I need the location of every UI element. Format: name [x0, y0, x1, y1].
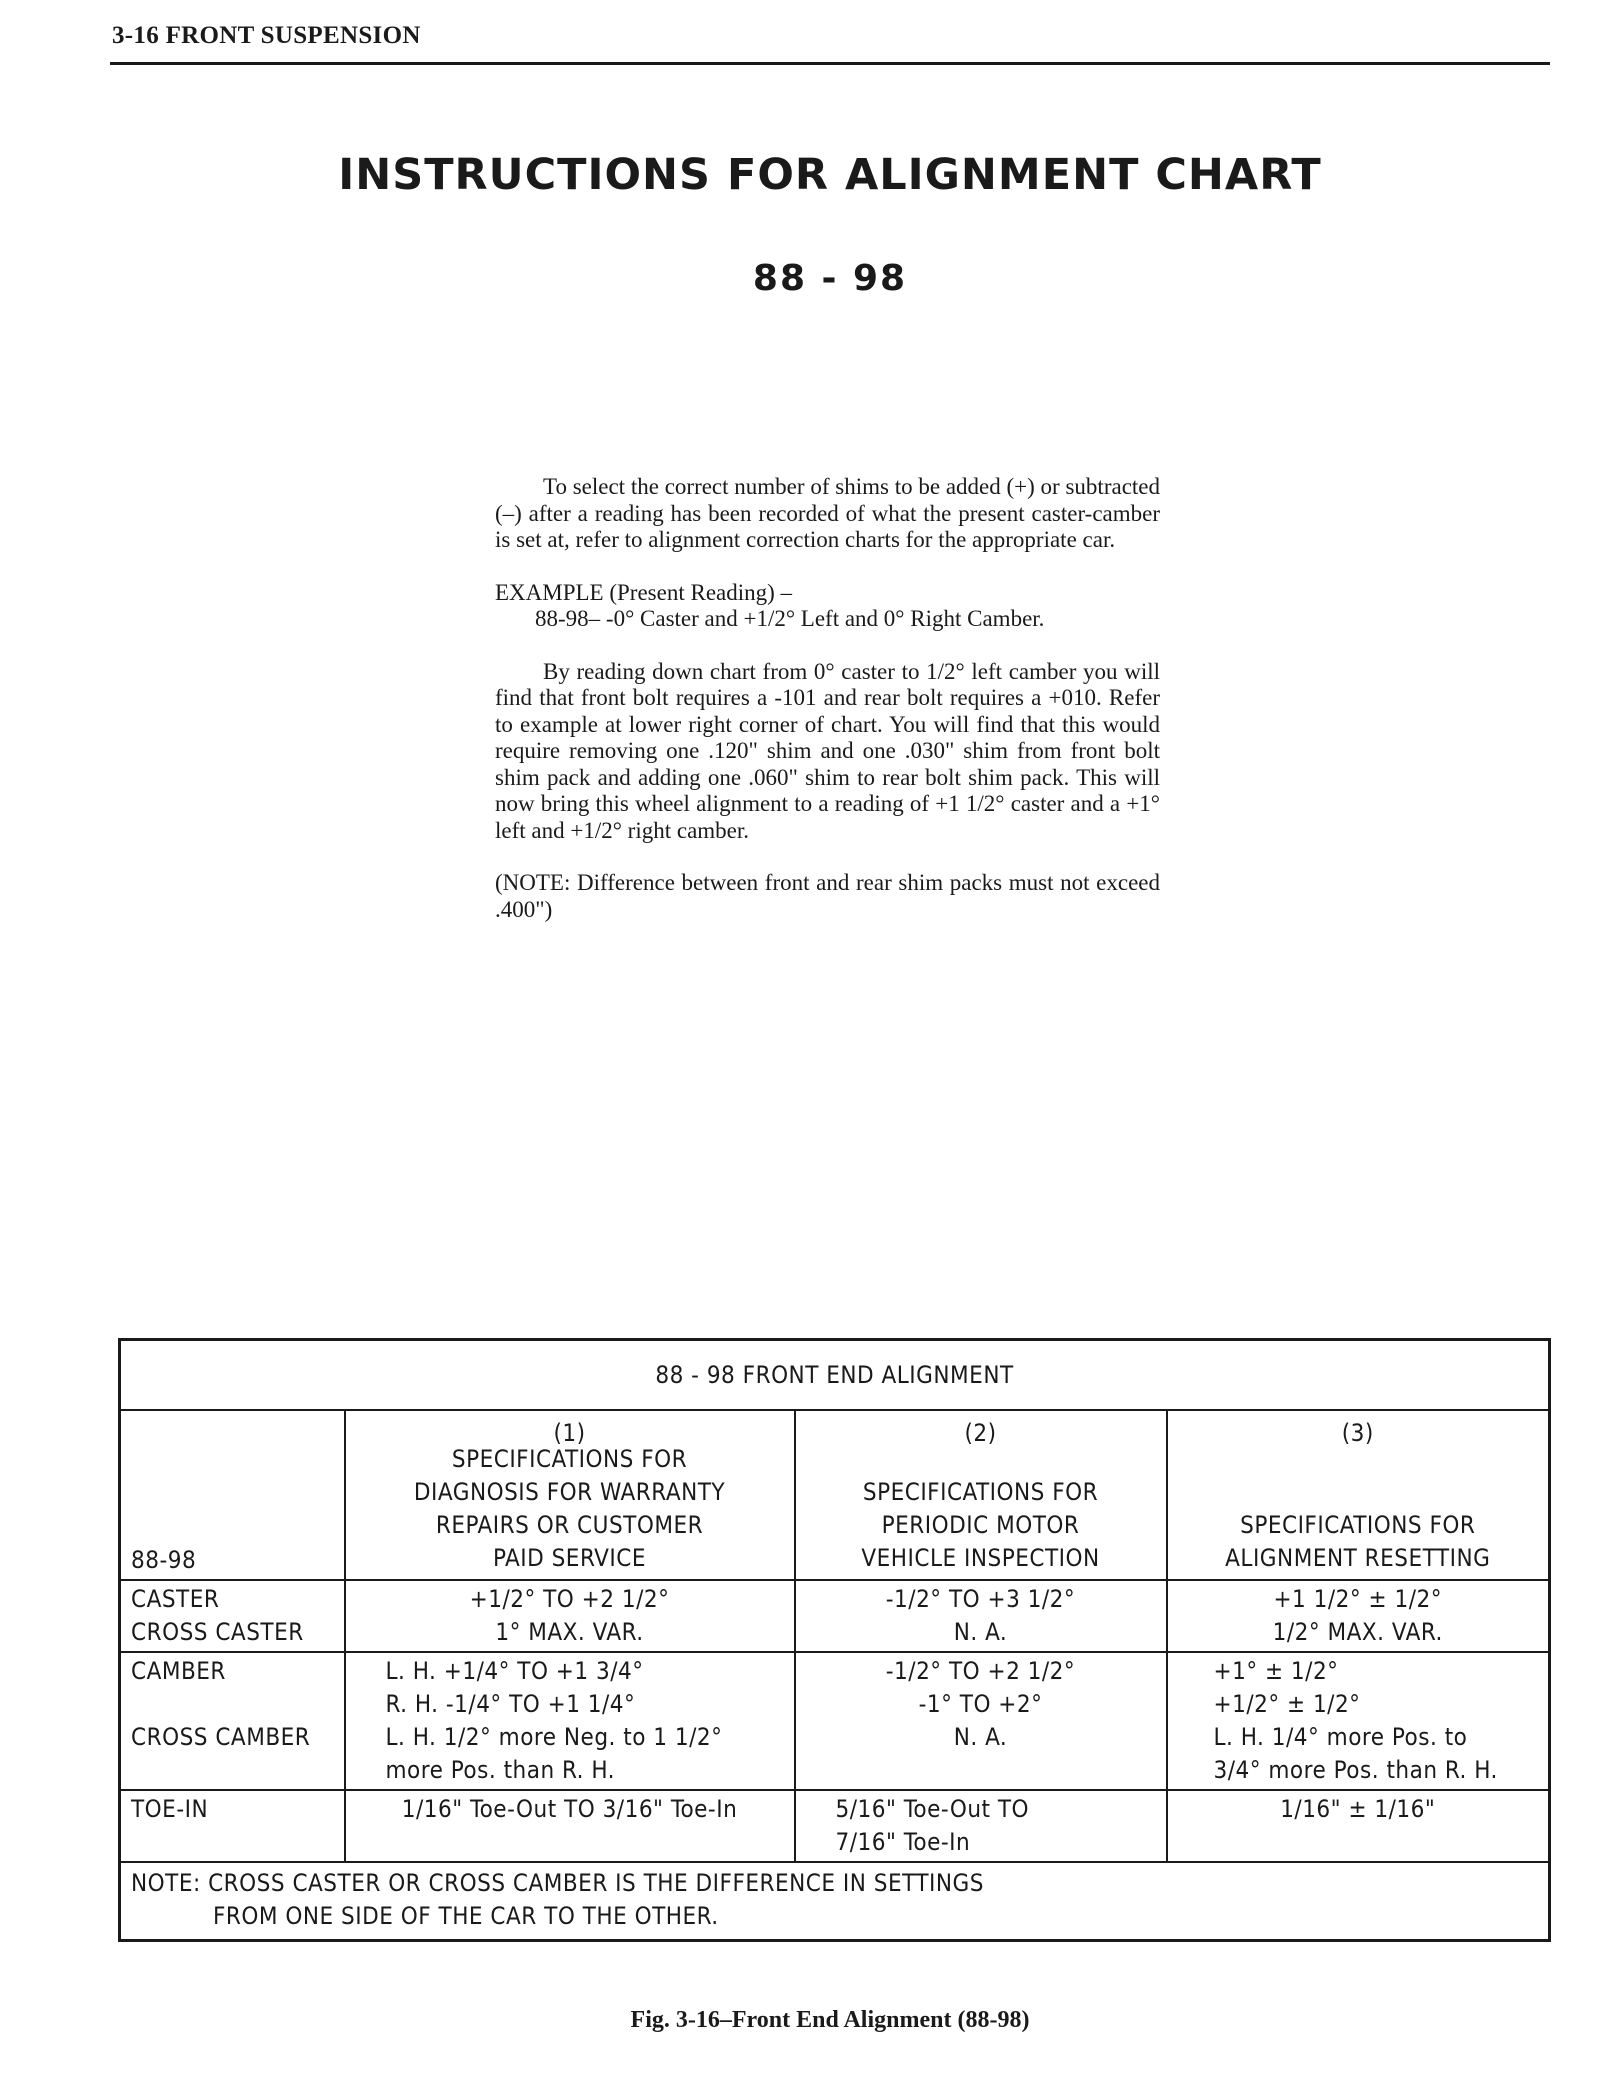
intro-paragraph: To select the correct number of shims to be added (+) or subtracted (–) after a reading has been recorded of what the present caster-camber is set at, refer to alignment correction charts for the appropriate car.: [495, 474, 1160, 552]
cell-line: 1/2° MAX. VAR.: [1272, 1618, 1443, 1646]
table-cell: [1167, 1790, 1550, 1862]
column-header-1: [345, 1410, 795, 1580]
cell-line: 1/16" Toe-Out TO 3/16" Toe-In: [401, 1795, 738, 1823]
table-row-toe: [120, 1790, 1550, 1862]
alignment-table: [118, 1338, 1551, 1942]
column-number: (1): [553, 1419, 586, 1447]
cell-line: more Pos. than R. H.: [385, 1756, 616, 1784]
column-header-3: [1167, 1410, 1550, 1580]
table-cell: [1167, 1652, 1550, 1790]
row-label-line: CROSS CASTER: [131, 1618, 304, 1646]
cell-line: +1/2° TO +2 1/2°: [469, 1585, 670, 1613]
column-title: [796, 1476, 1166, 1575]
column-title: [1168, 1509, 1549, 1575]
table-note: [120, 1862, 1550, 1941]
table-row-caster: [120, 1580, 1550, 1652]
example-text: 88-98– -0° Caster and +1/2° Left and 0° Right Camber.: [535, 606, 1045, 631]
header-rule: [110, 62, 1550, 65]
figure-caption: Fig. 3-16–Front End Alignment (88-98): [630, 2007, 1030, 2033]
table-cell: [795, 1790, 1167, 1862]
table-cell: [795, 1580, 1167, 1652]
table-caption: 88 - 98 FRONT END ALIGNMENT: [120, 1340, 1550, 1411]
row-label: [120, 1652, 345, 1790]
cell-line: -1° TO +2°: [918, 1690, 1043, 1718]
column-title-line: REPAIRS OR CUSTOMER: [435, 1511, 704, 1539]
page-header: 3-16 FRONT SUSPENSION: [112, 22, 421, 49]
table-cell: [795, 1652, 1167, 1790]
table-cell: [345, 1652, 795, 1790]
row-label-line: CAMBER: [131, 1657, 226, 1685]
page-title: INSTRUCTIONS FOR ALIGNMENT CHART: [338, 150, 1322, 200]
page-subtitle: 88 - 98: [752, 258, 908, 299]
instructions-text: [495, 474, 1160, 949]
table-cell: [345, 1580, 795, 1652]
table-cell: [345, 1790, 795, 1862]
example-label: EXAMPLE (Present Reading) –: [495, 579, 793, 605]
column-header-2: [795, 1410, 1167, 1580]
cell-line: +1° ± 1/2°: [1213, 1657, 1339, 1685]
reading-paragraph: By reading down chart from 0° caster to 1/2° left camber you will find that front bolt requires a -101 and rear bolt requires a +010. Refer to example at lower right corner of chart. You will find that this would require removing one .120" shim and one .030" shim from front bolt shim pack and adding one .060" shim to rear bolt shim pack. This will now bring this wheel alignment to a reading of +1 1/2° caster and a +1° left and +1/2° right camber.: [495, 658, 1160, 843]
table-row-camber: [120, 1652, 1550, 1790]
note-paragraph: (NOTE: Difference between front and rear shim packs must not exceed .400"): [495, 870, 1160, 922]
cell-line: 1/16" ± 1/16": [1280, 1795, 1436, 1823]
note-line: NOTE: CROSS CASTER OR CROSS CAMBER IS THE DIFFERENCE IN SETTINGS: [131, 1869, 984, 1897]
cell-line: L. H. 1/2° more Neg. to 1 1/2°: [385, 1723, 723, 1751]
cell-line: 1° MAX. VAR.: [495, 1618, 644, 1646]
cell-line: +1/2° ± 1/2°: [1213, 1690, 1361, 1718]
cell-line: N. A.: [953, 1618, 1008, 1646]
param-header: 88-98: [120, 1410, 345, 1580]
column-title-line: PERIODIC MOTOR: [881, 1511, 1080, 1539]
alignment-table-wrap: [118, 1338, 1548, 1942]
column-title-line: SPECIFICATIONS FOR: [451, 1445, 688, 1473]
table-header-row: [120, 1410, 1550, 1580]
row-label-line: CROSS CAMBER: [131, 1723, 311, 1751]
column-title: [346, 1443, 794, 1575]
cell-line: -1/2° TO +2 1/2°: [885, 1657, 1076, 1685]
cell-line: 5/16" Toe-Out TO: [835, 1795, 1029, 1823]
row-label-line: CASTER: [131, 1585, 220, 1613]
column-number: (2): [964, 1419, 997, 1447]
column-title-line: SPECIFICATIONS FOR: [1240, 1511, 1476, 1539]
cell-line: L. H. +1/4° TO +1 3/4°: [385, 1657, 644, 1685]
cell-line: -1/2° TO +3 1/2°: [885, 1585, 1076, 1613]
table-cell: [1167, 1580, 1550, 1652]
column-number: (3): [1341, 1419, 1374, 1447]
row-label: TOE-IN: [120, 1790, 345, 1862]
cell-line: 3/4° more Pos. than R. H.: [1213, 1756, 1498, 1784]
spacer: [131, 1688, 334, 1721]
cell-line: +1 1/2° ± 1/2°: [1273, 1585, 1443, 1613]
column-title-line: DIAGNOSIS FOR WARRANTY: [413, 1478, 726, 1506]
column-title-line: SPECIFICATIONS FOR: [862, 1478, 1099, 1506]
example-paragraph: [495, 580, 1160, 633]
note-line: FROM ONE SIDE OF THE CAR TO THE OTHER.: [213, 1902, 719, 1930]
cell-line: 7/16" Toe-In: [835, 1828, 971, 1856]
column-title-line: ALIGNMENT RESETTING: [1225, 1544, 1491, 1572]
cell-line: L. H. 1/4° more Pos. to: [1213, 1723, 1468, 1751]
column-title-line: PAID SERVICE: [493, 1544, 646, 1572]
cell-line: R. H. -1/4° TO +1 1/4°: [385, 1690, 636, 1718]
row-label: [120, 1580, 345, 1652]
cell-line: N. A.: [953, 1723, 1008, 1751]
spacer: [356, 1826, 784, 1859]
column-title-line: VEHICLE INSPECTION: [861, 1544, 1100, 1572]
